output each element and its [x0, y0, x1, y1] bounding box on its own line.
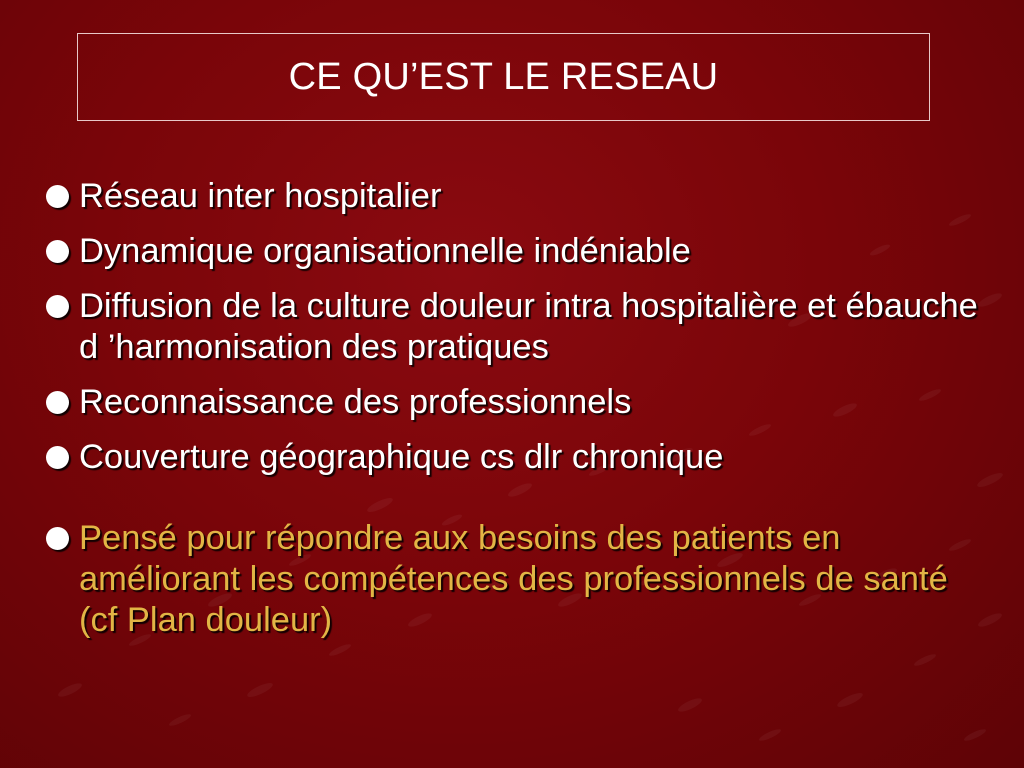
bullet-dot-icon — [46, 391, 69, 414]
bullet-text: Dynamique organisationnelle indéniable — [79, 232, 691, 270]
bullet-text: Réseau inter hospitalier — [79, 177, 442, 215]
bullet-dot-icon — [46, 295, 69, 318]
bullet-dot-icon — [46, 446, 69, 469]
bullet-text: Couverture géographique cs dlr chronique — [79, 438, 724, 476]
bullet-list — [44, 176, 994, 655]
list-item — [44, 231, 994, 272]
bullet-text: Diffusion de la culture douleur intra hospitalière et ébauche d ’harmonisation des pratiques — [79, 287, 978, 366]
list-item — [44, 382, 994, 423]
bullet-text: Reconnaissance des professionnels — [79, 383, 632, 421]
bullet-text: Pensé pour répondre aux besoins des patients en améliorant les compétences des professionnels de santé (cf Plan douleur) — [79, 519, 948, 639]
bullet-dot-icon — [46, 527, 69, 550]
list-item — [44, 176, 994, 217]
bullet-dot-icon — [46, 240, 69, 263]
title-box — [77, 33, 930, 121]
bullet-dot-icon — [46, 185, 69, 208]
slide-title: CE QU’EST LE RESEAU — [288, 56, 719, 98]
list-item-highlight — [44, 518, 994, 641]
list-item — [44, 286, 994, 368]
list-item — [44, 437, 994, 478]
